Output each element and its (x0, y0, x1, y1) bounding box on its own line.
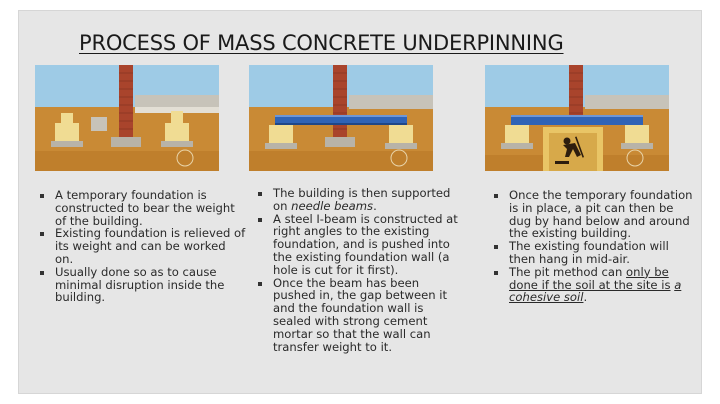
illustration-step-2 (249, 65, 433, 171)
bullet: Once the temporary foundation is in place, a pit can then be dug by hand below and around the existing building. (491, 189, 697, 240)
bullet: Usually done so as to cause minimal disruption inside the building. (37, 266, 247, 304)
bullet: The building is then supported on needle beams. (255, 187, 465, 213)
bullet: A temporary foundation is constructed to bear the weight of the building. (37, 189, 247, 227)
slide (18, 10, 702, 394)
cohesive-soil-condition: only be done if the soil at the site is (509, 264, 671, 292)
bullet: Existing foundation is relieved of its weight and can be worked on. (37, 227, 247, 265)
bullet: Once the beam has been pushed in, the gap between it and the foundation wall is sealed with strong cement mortar so that the wall can transfer weight to it. (255, 277, 465, 354)
column-step-2 (255, 187, 465, 353)
bullet: The pit method can only be done if the soil at the site is a cohesive soil. (491, 266, 697, 304)
needle-beams-term: needle beams (291, 198, 374, 213)
column-step-3 (491, 189, 697, 304)
slide-title: PROCESS OF MASS CONCRETE UNDERPINNING (79, 31, 564, 55)
cohesive-soil-term: a cohesive soil (509, 277, 682, 305)
illustration-step-3 (485, 65, 669, 171)
bullet: The existing foundation will then hang in mid-air. (491, 240, 697, 266)
illustration-step-1 (35, 65, 219, 171)
bullet: A steel I-beam is constructed at right angles to the existing foundation, and is pushed into the existing foundation wall (a hole is cut for it first). (255, 213, 465, 277)
column-step-1 (37, 189, 247, 304)
